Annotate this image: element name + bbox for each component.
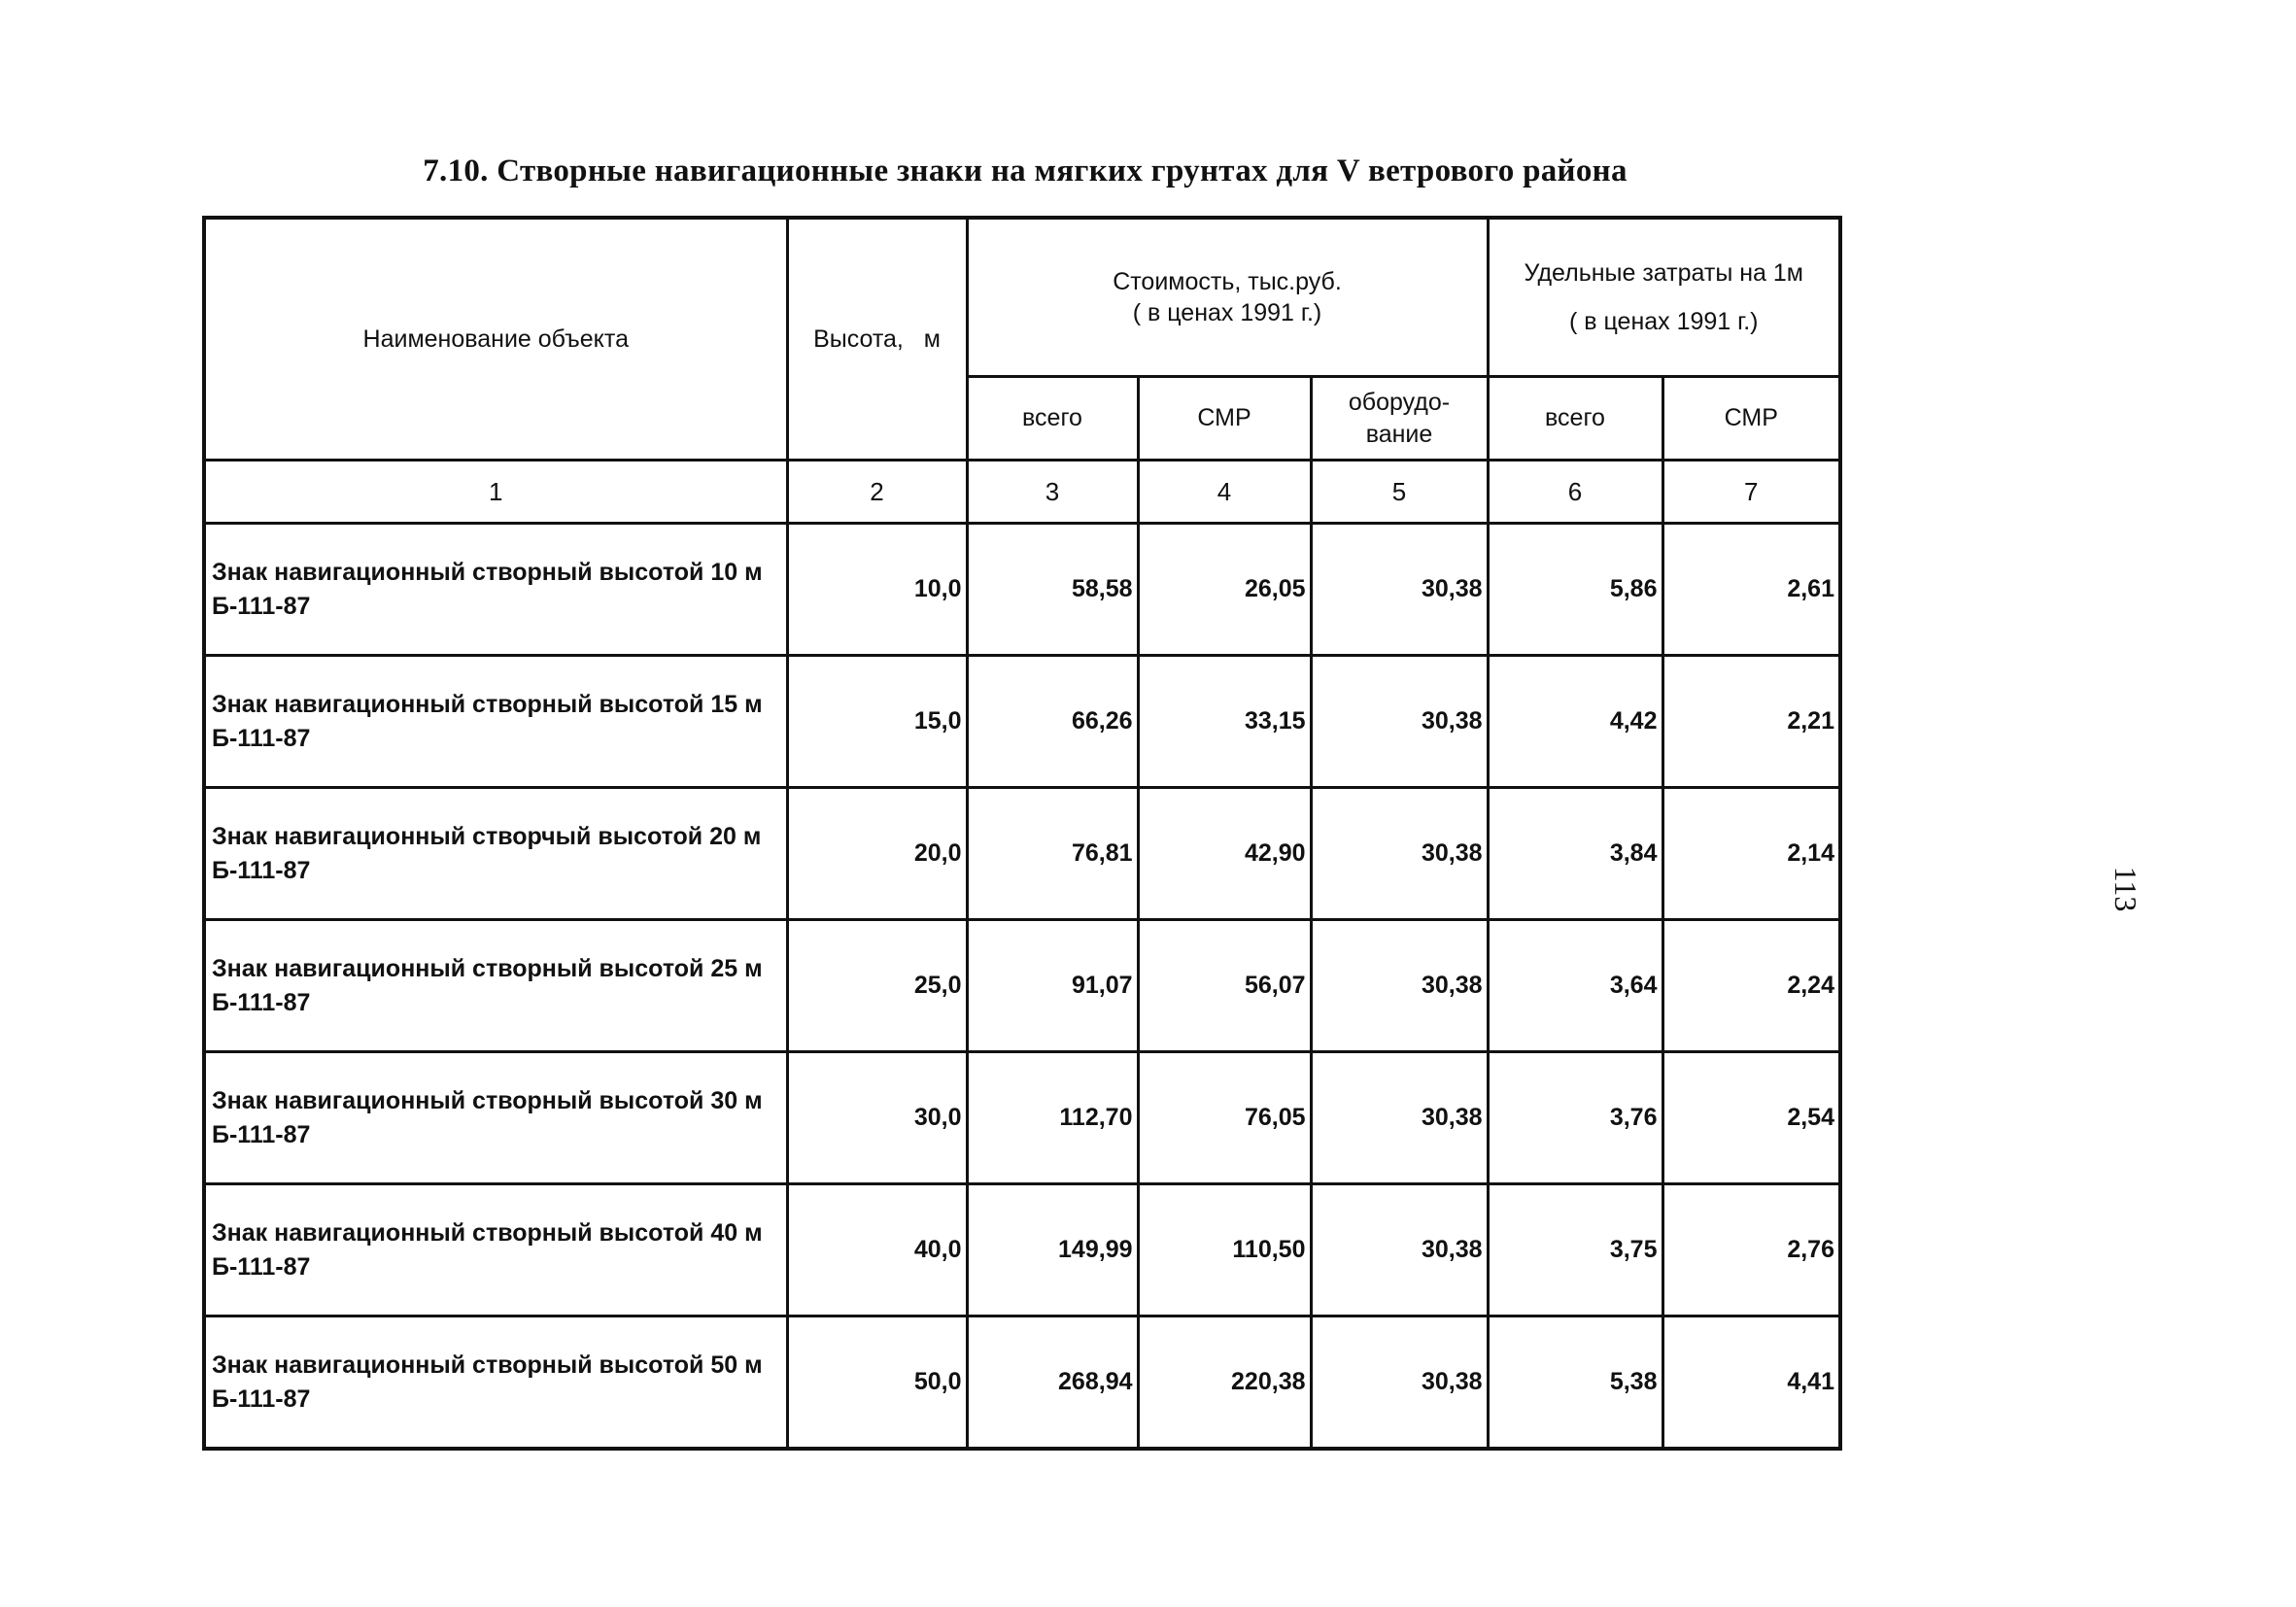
column-number: 5 xyxy=(1311,461,1488,524)
row-name-cell xyxy=(204,1052,787,1184)
column-number: 7 xyxy=(1662,461,1840,524)
row-code: Б-111-87 xyxy=(212,856,311,884)
row-name-cell xyxy=(204,524,787,656)
row-unit-smr: 2,61 xyxy=(1662,524,1840,656)
header-cost-equipment xyxy=(1311,377,1488,461)
row-cost-equipment: 30,38 xyxy=(1311,920,1488,1052)
table-row xyxy=(204,788,1840,920)
header-unit-group xyxy=(1488,218,1840,377)
header-cost-total: всего xyxy=(967,377,1138,461)
row-unit-total: 3,75 xyxy=(1488,1184,1662,1316)
table-row xyxy=(204,1052,1840,1184)
row-unit-smr: 4,41 xyxy=(1662,1316,1840,1450)
row-unit-total: 3,84 xyxy=(1488,788,1662,920)
column-number-row xyxy=(204,461,1840,524)
row-unit-smr: 2,76 xyxy=(1662,1184,1840,1316)
header-cost-equipment-line-2: вание xyxy=(1365,420,1433,448)
row-cost-smr: 56,07 xyxy=(1138,920,1311,1052)
page-number: 113 xyxy=(2108,866,2143,912)
row-cost-equipment: 30,38 xyxy=(1311,656,1488,788)
page-title: 7.10. Створные навигационные знаки на мягких грунтах для V ветрового района xyxy=(423,154,1628,188)
row-code: Б-111-87 xyxy=(212,592,311,620)
header-unit-smr: СМР xyxy=(1662,377,1840,461)
column-number: 4 xyxy=(1138,461,1311,524)
row-height: 20,0 xyxy=(787,788,967,920)
row-code: Б-111-87 xyxy=(212,988,311,1016)
column-number: 2 xyxy=(787,461,967,524)
row-cost-smr: 42,90 xyxy=(1138,788,1311,920)
row-cost-smr: 26,05 xyxy=(1138,524,1311,656)
table-row xyxy=(204,524,1840,656)
row-cost-total: 91,07 xyxy=(967,920,1138,1052)
table-row xyxy=(204,1316,1840,1450)
row-unit-smr: 2,21 xyxy=(1662,656,1840,788)
row-name: Знак навигационный створный высотой 15 м xyxy=(212,690,763,718)
row-code: Б-111-87 xyxy=(212,724,311,752)
row-name-cell xyxy=(204,1316,787,1450)
row-name: Знак навигационный створчый высотой 20 м xyxy=(212,822,762,850)
row-cost-equipment: 30,38 xyxy=(1311,1184,1488,1316)
header-unit-group-line-2: ( в ценах 1991 г.) xyxy=(1569,308,1759,335)
header-height-label: Высота, м xyxy=(813,325,941,353)
row-cost-total: 76,81 xyxy=(967,788,1138,920)
row-unit-total: 3,64 xyxy=(1488,920,1662,1052)
row-name-cell xyxy=(204,920,787,1052)
row-cost-total: 268,94 xyxy=(967,1316,1138,1450)
header-cost-group-line-2: ( в ценах 1991 г.) xyxy=(1132,299,1322,326)
row-cost-equipment: 30,38 xyxy=(1311,788,1488,920)
row-cost-smr: 33,15 xyxy=(1138,656,1311,788)
header-cost-group-line-1: Стоимость, тыс.руб. xyxy=(1113,267,1342,295)
row-unit-total: 4,42 xyxy=(1488,656,1662,788)
column-number: 6 xyxy=(1488,461,1662,524)
row-height: 10,0 xyxy=(787,524,967,656)
row-name: Знак навигационный створный высотой 40 м xyxy=(212,1218,763,1247)
header-height xyxy=(787,218,967,461)
row-cost-total: 149,99 xyxy=(967,1184,1138,1316)
row-cost-equipment: 30,38 xyxy=(1311,524,1488,656)
table-row xyxy=(204,656,1840,788)
row-name-cell xyxy=(204,656,787,788)
row-cost-total: 58,58 xyxy=(967,524,1138,656)
row-height: 30,0 xyxy=(787,1052,967,1184)
row-cost-equipment: 30,38 xyxy=(1311,1316,1488,1450)
header-cost-group xyxy=(967,218,1488,377)
header-cost-equipment-line-1: оборудо- xyxy=(1348,389,1451,416)
row-height: 15,0 xyxy=(787,656,967,788)
row-height: 50,0 xyxy=(787,1316,967,1450)
row-code: Б-111-87 xyxy=(212,1120,311,1148)
row-cost-smr: 76,05 xyxy=(1138,1052,1311,1184)
header-unit-group-line-1: Удельные затраты на 1м xyxy=(1524,258,1803,287)
row-name: Знак навигационный створный высотой 50 м xyxy=(212,1351,763,1379)
row-unit-total: 5,38 xyxy=(1488,1316,1662,1450)
header-name xyxy=(204,218,787,461)
row-name: Знак навигационный створный высотой 10 м xyxy=(212,558,763,586)
row-cost-total: 66,26 xyxy=(967,656,1138,788)
row-unit-total: 3,76 xyxy=(1488,1052,1662,1184)
row-unit-total: 5,86 xyxy=(1488,524,1662,656)
header-unit-total: всего xyxy=(1488,377,1662,461)
column-number: 1 xyxy=(204,461,787,524)
row-unit-smr: 2,24 xyxy=(1662,920,1840,1052)
row-height: 25,0 xyxy=(787,920,967,1052)
row-code: Б-111-87 xyxy=(212,1252,311,1281)
row-name: Знак навигационный створный высотой 30 м xyxy=(212,1086,763,1114)
header-cost-smr: СМР xyxy=(1138,377,1311,461)
row-name: Знак навигационный створный высотой 25 м xyxy=(212,954,763,982)
row-code: Б-111-87 xyxy=(212,1385,311,1413)
row-cost-smr: 220,38 xyxy=(1138,1316,1311,1450)
column-number: 3 xyxy=(967,461,1138,524)
row-height: 40,0 xyxy=(787,1184,967,1316)
row-unit-smr: 2,14 xyxy=(1662,788,1840,920)
row-cost-total: 112,70 xyxy=(967,1052,1138,1184)
table-row xyxy=(204,920,1840,1052)
row-cost-smr: 110,50 xyxy=(1138,1184,1311,1316)
header-name-label: Наименование объекта xyxy=(362,325,629,353)
row-unit-smr: 2,54 xyxy=(1662,1052,1840,1184)
row-name-cell xyxy=(204,1184,787,1316)
row-cost-equipment: 30,38 xyxy=(1311,1052,1488,1184)
cost-table xyxy=(202,216,1842,1451)
row-name-cell xyxy=(204,788,787,920)
table-row xyxy=(204,1184,1840,1316)
